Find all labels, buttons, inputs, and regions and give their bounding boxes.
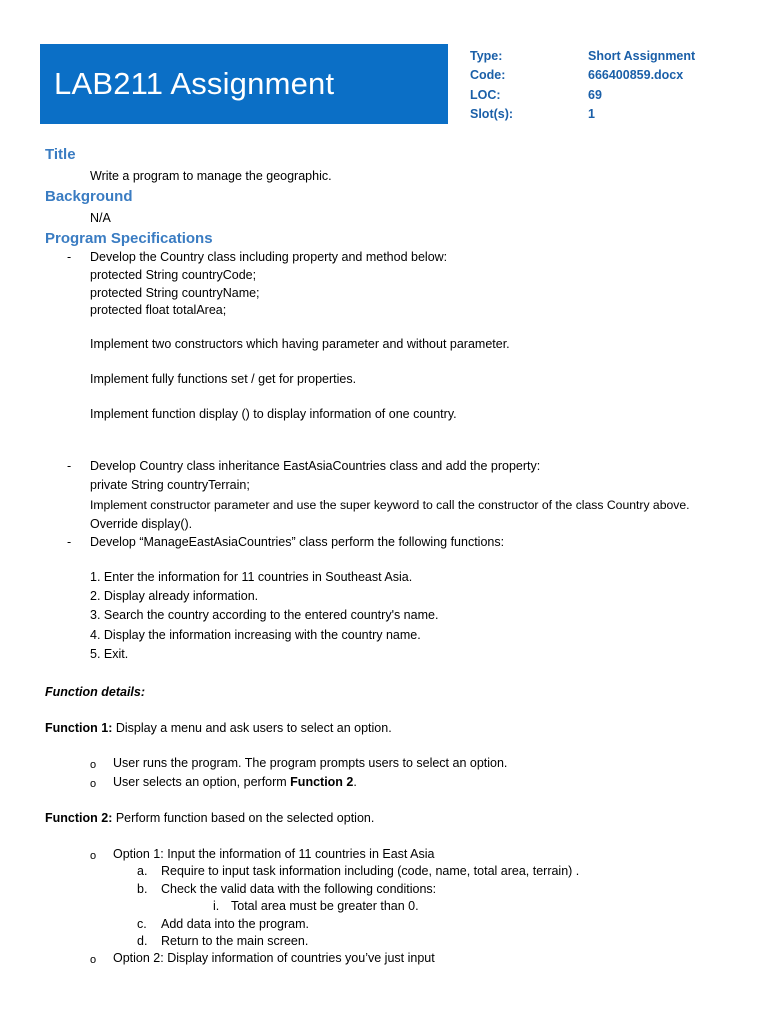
meta-value: 69 — [588, 87, 602, 102]
bullet-dash: - — [67, 250, 72, 264]
option-1-step-b: Check the valid data with the following conditions: — [161, 882, 437, 896]
spec-item1-line5: Implement two constructors which having parameter and without parameter. — [90, 337, 510, 351]
spec-item1-line3: protected String countryName; — [90, 286, 260, 300]
document-title: LAB211 Assignment — [54, 66, 335, 101]
function-1-label: Function 1: — [45, 721, 113, 735]
title-heading: Title — [45, 146, 76, 163]
spec-item2-line2: private String countryTerrain; — [90, 478, 250, 492]
spec-item1-line1: Develop the Country class including property and method below: — [90, 250, 448, 264]
circle-bullet-icon: o — [90, 954, 97, 966]
option-2-title: Option 2: Display information of countries you’ve just input — [113, 951, 435, 965]
function-1-text: Display a menu and ask users to select an option. — [112, 721, 392, 735]
circle-bullet-icon: o — [90, 759, 97, 771]
option-1-step-a: Require to input task information including (code, name, total area, terrain) . — [161, 864, 580, 878]
menu-option-2: 2. Display already information. — [90, 589, 259, 603]
spec-item1-line7: Implement function display () to display information of one country. — [90, 407, 457, 421]
header-banner — [40, 44, 448, 124]
title-text: Write a program to manage the geographic. — [90, 169, 332, 183]
meta-label: LOC: — [470, 87, 501, 102]
function-1-bullet-2-post: . — [353, 775, 357, 789]
meta-label: Code: — [470, 68, 506, 83]
function-1-bullet-1: User runs the program. The program prompts users to select an option. — [113, 756, 508, 770]
spec-item1-line2: protected String countryCode; — [90, 268, 257, 282]
meta-value: Short Assignment — [588, 49, 696, 63]
menu-option-5: 5. Exit. — [90, 647, 129, 661]
meta-label: Type: — [470, 49, 503, 63]
circle-bullet-icon: o — [90, 850, 97, 862]
function-1-line — [45, 721, 392, 736]
meta-value: 666400859.docx — [588, 68, 684, 83]
function-1-bullet-2-pre: User selects an option, perform — [113, 775, 291, 789]
option-1-step-d: Return to the main screen. — [161, 934, 309, 948]
meta-value: 1 — [588, 106, 595, 121]
bullet-dash: - — [67, 459, 72, 473]
menu-option-3: 3. Search the country according to the entered country's name. — [90, 608, 439, 622]
option-1-step-c: Add data into the program. — [161, 917, 310, 931]
spec-item1-line6: Implement fully functions set / get for properties. — [90, 372, 357, 386]
function-2-text: Perform function based on the selected option. — [112, 811, 375, 825]
meta-label: Slot(s): — [470, 106, 514, 121]
spec-item2-line1: Develop Country class inheritance EastAsiaCountries class and add the property: — [90, 459, 541, 473]
list-marker: d. — [137, 934, 148, 948]
function-2-line — [45, 811, 374, 826]
list-marker: a. — [137, 864, 148, 878]
background-heading: Background — [45, 188, 133, 205]
list-marker: c. — [137, 917, 147, 931]
background-text: N/A — [90, 211, 111, 225]
menu-option-1: 1. Enter the information for 11 countries in Southeast Asia. — [90, 570, 413, 584]
menu-option-4: 4. Display the information increasing with the country name. — [90, 628, 421, 642]
option-1-title: Option 1: Input the information of 11 countries in East Asia — [113, 847, 435, 861]
circle-bullet-icon: o — [90, 778, 97, 790]
function-1-bullet-2-bold: Function 2 — [290, 775, 354, 789]
function-details-heading: Function details: — [45, 685, 145, 699]
spec-item2-line4: Override display(). — [90, 517, 193, 531]
bullet-dash: - — [67, 535, 72, 549]
spec-item1-line4: protected float totalArea; — [90, 303, 227, 317]
spec-item2-line3: Implement constructor parameter and use the super keyword to call the constructor of the class Country above. — [90, 498, 690, 512]
function-1-bullet-2 — [113, 775, 357, 790]
function-2-label: Function 2: — [45, 811, 113, 825]
option-1-step-b-i: Total area must be greater than 0. — [231, 899, 419, 913]
list-marker: b. — [137, 882, 148, 896]
spec-item3-line1: Develop “ManageEastAsiaCountries” class perform the following functions: — [90, 535, 505, 549]
list-marker: i. — [213, 899, 220, 913]
spec-heading: Program Specifications — [45, 230, 213, 247]
